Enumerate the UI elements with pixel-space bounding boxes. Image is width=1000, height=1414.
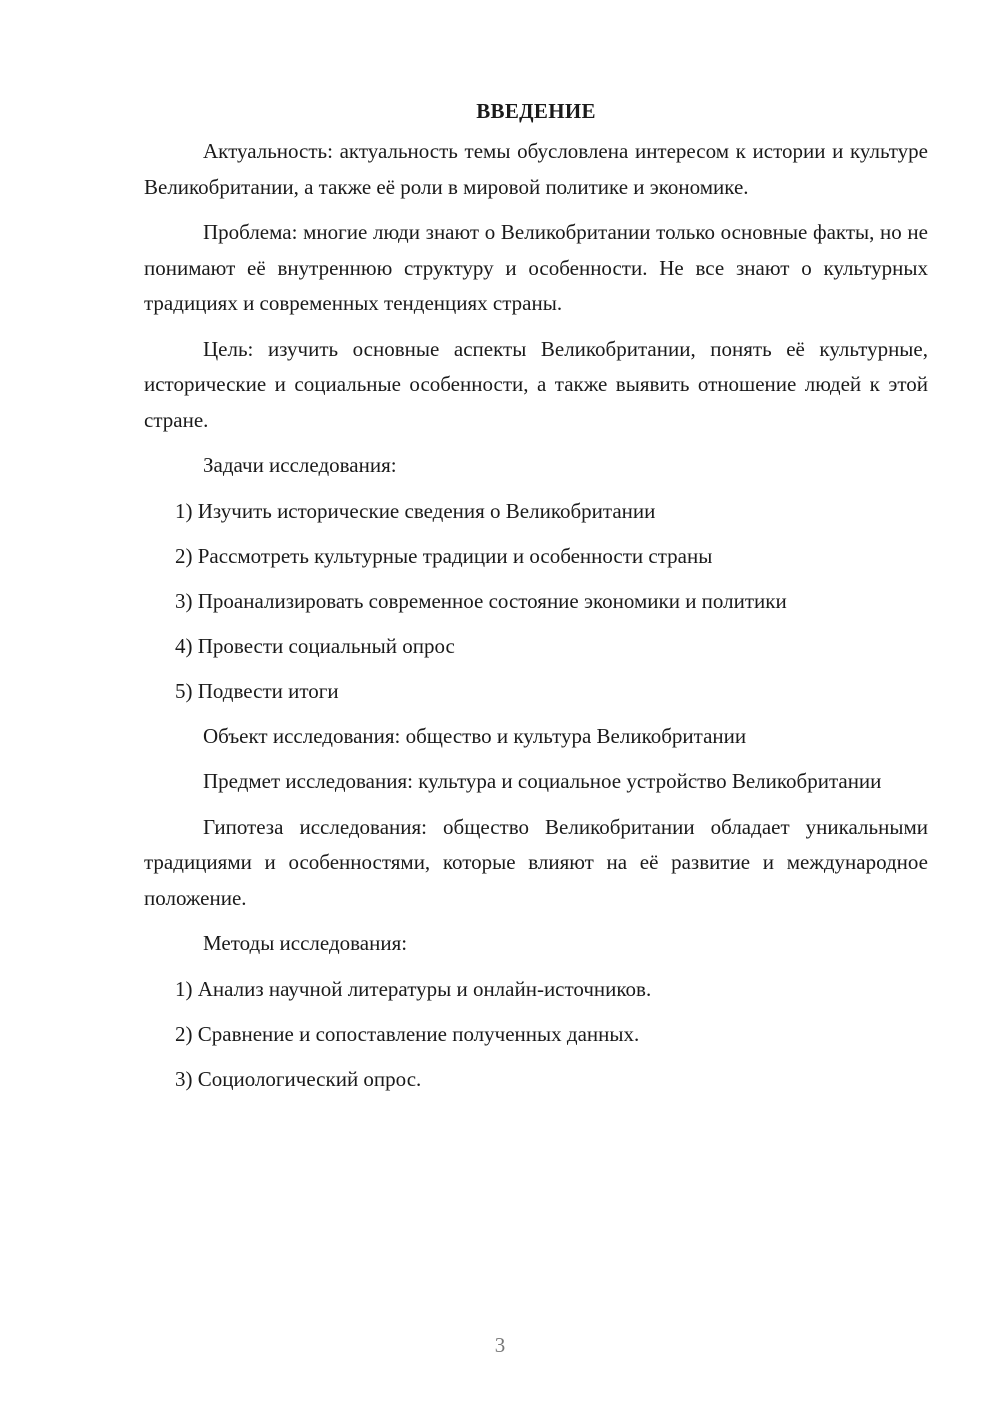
list-item-method-1: 1) Анализ научной литературы и онлайн-источников.: [175, 976, 652, 1001]
list-item-task-1: 1) Изучить исторические сведения о Великобритании: [175, 498, 656, 523]
page-title: ВВЕДЕНИЕ: [476, 99, 596, 123]
methods-heading: Методы исследования:: [203, 931, 408, 955]
page-number: 3: [494, 1333, 506, 1357]
list-item-method-3: 3) Социологический опрос.: [175, 1066, 422, 1091]
list-item-task-4: 4) Провести социальный опрос: [175, 633, 455, 658]
problem-paragraph: Проблема: многие люди знают о Великобритании только основные факты, но не понимают её внутреннюю структуру и особенности. Не все знают о культурных традициях и современных тенденциях страны.: [144, 220, 928, 315]
goal-paragraph: Цель: изучить основные аспекты Великобритании, понять её культурные, исторические и социальные особенности, а также выявить отношение людей к этой стране.: [144, 336, 928, 432]
list-item-method-2: 2) Сравнение и сопоставление полученных данных.: [175, 1021, 640, 1046]
hypothesis-paragraph: Гипотеза исследования: общество Великобритании обладает уникальными традициями и особенностями, которые влияют на её развитие и международное положение.: [144, 814, 928, 910]
list-item-task-3: 3) Проанализировать современное состояние экономики и политики: [175, 588, 787, 613]
object-paragraph: Объект исследования: общество и культура Великобритании: [203, 723, 747, 748]
subject-paragraph: Предмет исследования: культура и социальное устройство Великобритании: [203, 769, 882, 793]
tasks-heading: Задачи исследования:: [203, 453, 397, 477]
list-item-task-2: 2) Рассмотреть культурные традиции и особенности страны: [175, 543, 713, 568]
tasks-list: [144, 494, 928, 709]
list-item-task-5: 5) Подвести итоги: [175, 678, 339, 703]
document-page: [144, 96, 928, 1107]
relevance-paragraph: Актуальность: актуальность темы обусловлена интересом к истории и культуре Великобритании, а также её роли в мировой политике и экономике.: [144, 139, 928, 199]
methods-list: [144, 972, 928, 1097]
